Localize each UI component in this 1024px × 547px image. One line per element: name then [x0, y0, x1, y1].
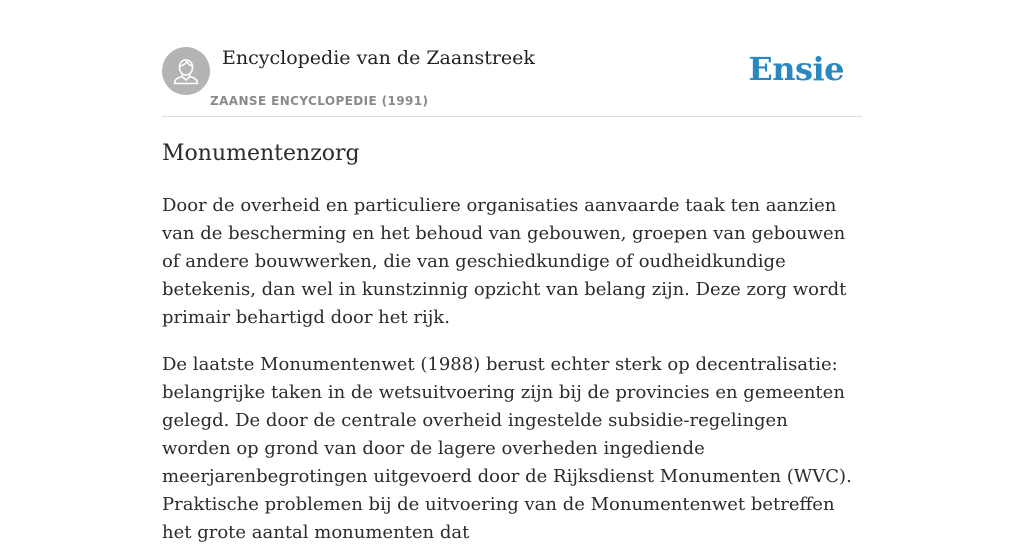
ensie-logo[interactable]: Ensie	[748, 50, 844, 88]
entry-paragraph: De laatste Monumentenwet (1988) berust echter sterk op decentralisatie: belangrijke taken in de wetsuitvoering zijn bij de provincies en gemeenten gelegd. De door de centrale overheid ingestelde subsidie-regelingen worden op grond van door de lagere overheden ingediende meerjarenbegrotingen uitgevoerd door de Rijksdienst Monumenten (WVC). Praktische problemen bij de uitvoering van de Monumentenwet betreffen het grote aantal monumenten dat	[162, 354, 852, 543]
entry-content	[162, 138, 862, 547]
source-subtitle: ZAANSE ENCYCLOPEDIE (1991)	[210, 94, 429, 108]
user-silhouette-icon	[162, 47, 210, 95]
source-title[interactable]: Encyclopedie van de Zaanstreek	[222, 47, 535, 69]
entry-title: Monumentenzorg	[162, 141, 360, 166]
source-header	[162, 0, 862, 117]
source-avatar[interactable]	[162, 47, 210, 95]
entry-paragraph: Door de overheid en particuliere organisaties aanvaarde taak ten aanzien van de bescherming en het behoud van gebouwen, groepen van gebouwen of andere bouwwerken, die van geschiedkundige of oudheidkundige betekenis, dan wel in kunstzinnig opzicht van belang zijn. Deze zorg wordt primair behartigd door het rijk.	[162, 195, 847, 328]
